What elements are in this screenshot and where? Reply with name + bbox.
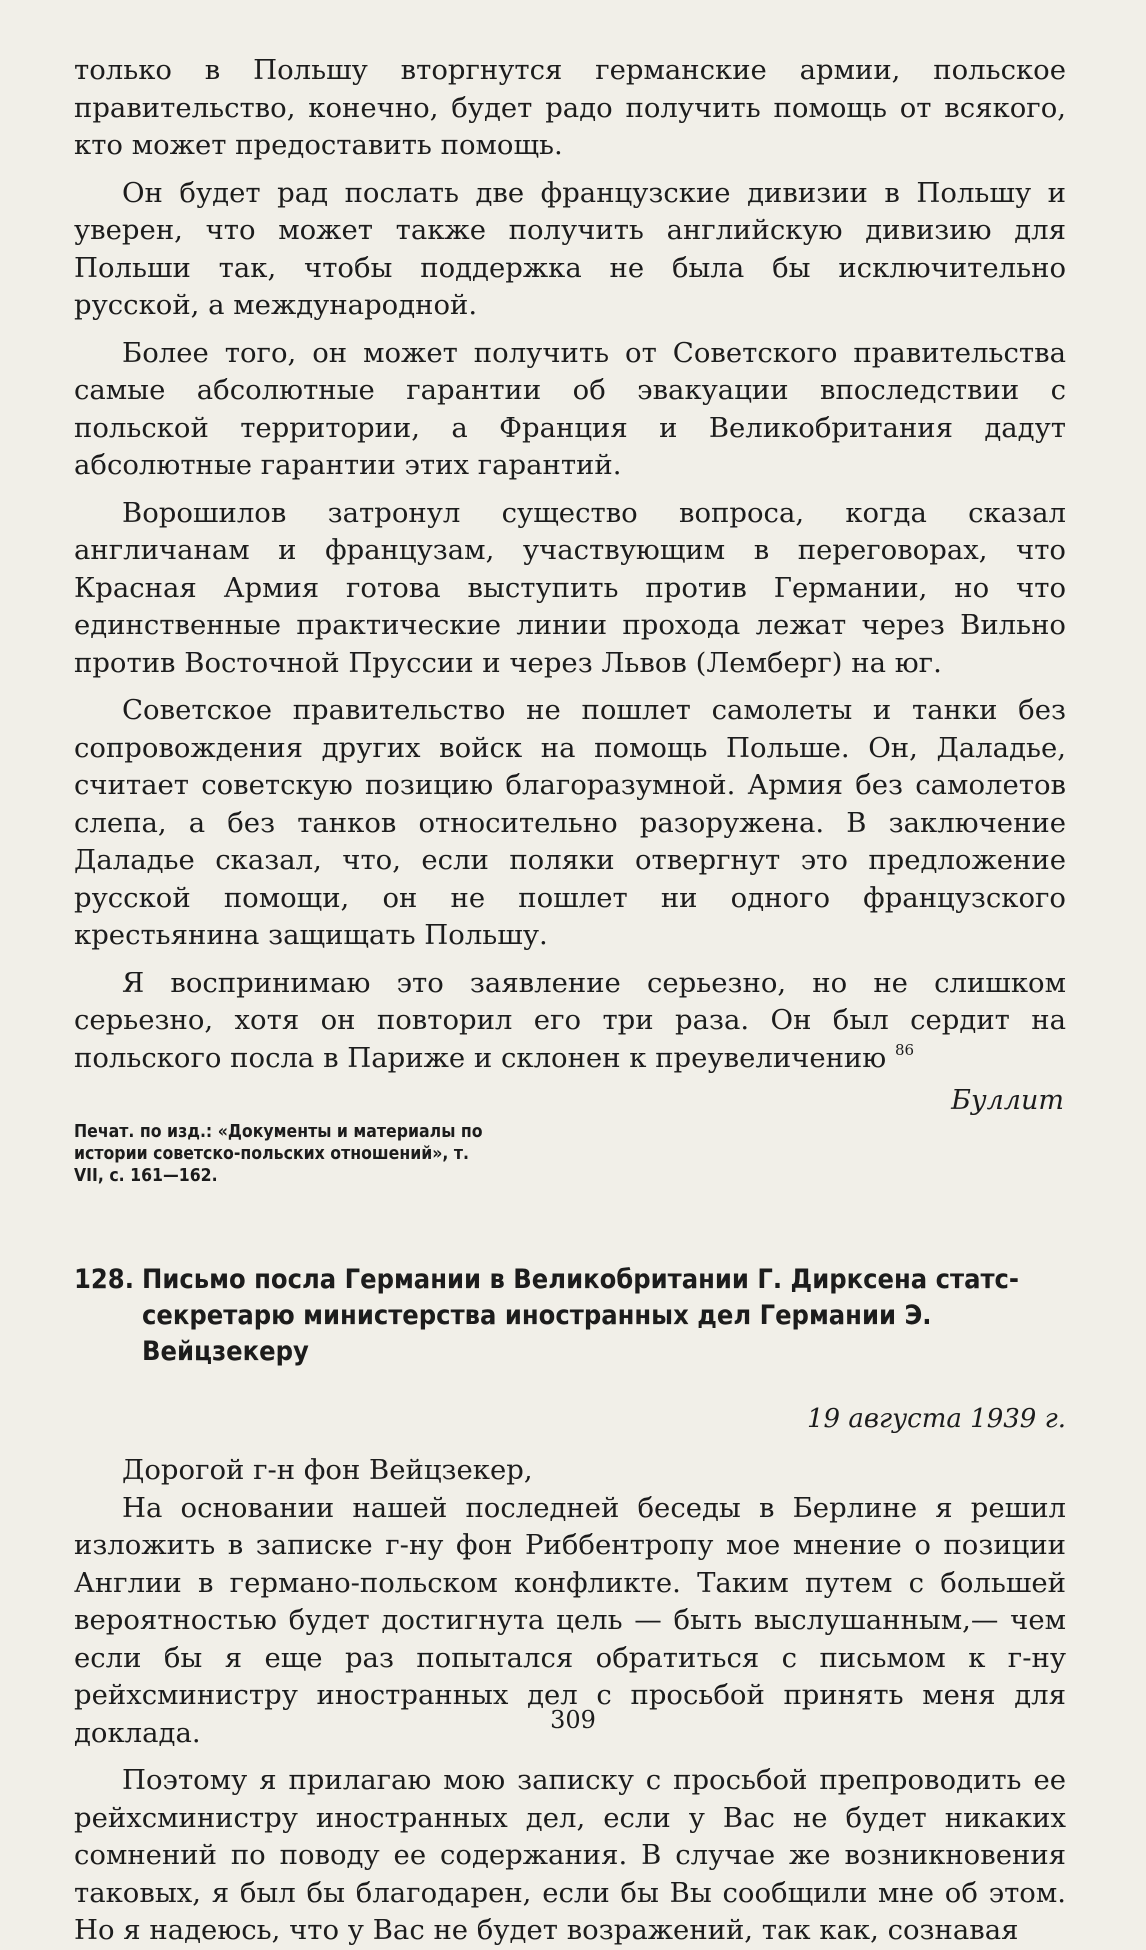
document-title: Письмо посла Германии в Великобритании Г. Дирксена статс-секретарю министерства иностранных дел Германии Э. Вейцзекеру [142, 1264, 1020, 1367]
footnote-marker[interactable]: 86 [894, 1040, 915, 1059]
signature: Буллит [951, 1085, 1064, 1116]
paragraph-with-footnote [74, 965, 1066, 1078]
document-number: 128. [74, 1264, 134, 1295]
document-heading [74, 1262, 1066, 1370]
salutation: Дорогой г-н фон Вейцзекер, [122, 1454, 533, 1486]
paragraph-text: Я воспринимаю это заявление серьезно, но не слишком серьезно, хотя он повторил его три раза. Он был сердит на польского посла в Париже и склонен к преувеличению [74, 966, 1066, 1074]
paragraph: Более того, он может получить от Советского правительства самые абсолютные гарантии об эвакуации впоследствии с польской территории, а Франция и Великобритания дадут абсолютные гарантии этих гарантий. [74, 336, 1066, 481]
paragraph: только в Польшу вторгнутся германские армии, польское правительство, конечно, будет радо получить помощь от всякого, кто может предоставить помощь. [74, 54, 1066, 161]
paragraph: На основании нашей последней беседы в Берлине я решил изложить в записке г-ну фон Риббентропу мое мнение о позиции Англии в германо-польском конфликте. Таким путем с большей вероятностью будет достигнута цель — быть выслушанным,— чем если бы я еще раз попытался обратиться с письмом к г-ну рейхсминистру иностранных дел с просьбой принять меня для доклада. [74, 1491, 1066, 1749]
source-citation: Печат. по изд.: «Документы и материалы по истории советско-польских отношений», т. VII, с. 161—162. [74, 1122, 483, 1186]
book-page [74, 52, 1066, 1946]
paragraph: Ворошилов затронул существо вопроса, когда сказал англичанам и французам, участвующим в переговорах, что Красная Армия готова выступить против Германии, но что единственные практические линии прохода лежат через Вильно против Восточной Пруссии и через Львов (Лемберг) на юг. [74, 496, 1066, 679]
paragraph: Он будет рад послать две французские дивизии в Польшу и уверен, что может также получить английскую дивизию для Польши так, чтобы поддержка не была бы исключительно русской, а международной. [74, 176, 1066, 321]
previous-document-text [74, 52, 1066, 1077]
page-number: 309 [550, 1706, 596, 1734]
paragraph: Поэтому я прилагаю мою записку с просьбой препроводить ее рейхсминистру иностранных дел, если у Вас не будет никаких сомнений по поводу ее содержания. В случае же возникновения таковых, я был бы благодарен, если бы Вы сообщили мне об этом. Но я надеюсь, что у Вас не будет возражений, так как, сознавая [74, 1764, 1066, 1946]
document-date: 19 августа 1939 г. [806, 1404, 1066, 1434]
paragraph: Советское правительство не пошлет самолеты и танки без сопровождения других войск на помощь Польше. Он, Даладье, считает советскую позицию благоразумной. Армия без самолетов слепа, а без танков относительно разоружена. В заключение Даладье сказал, что, если поляки отвергнут это предложение русской помощи, он не пошлет ни одного французского крестьянина защищать Польшу. [74, 694, 1066, 951]
